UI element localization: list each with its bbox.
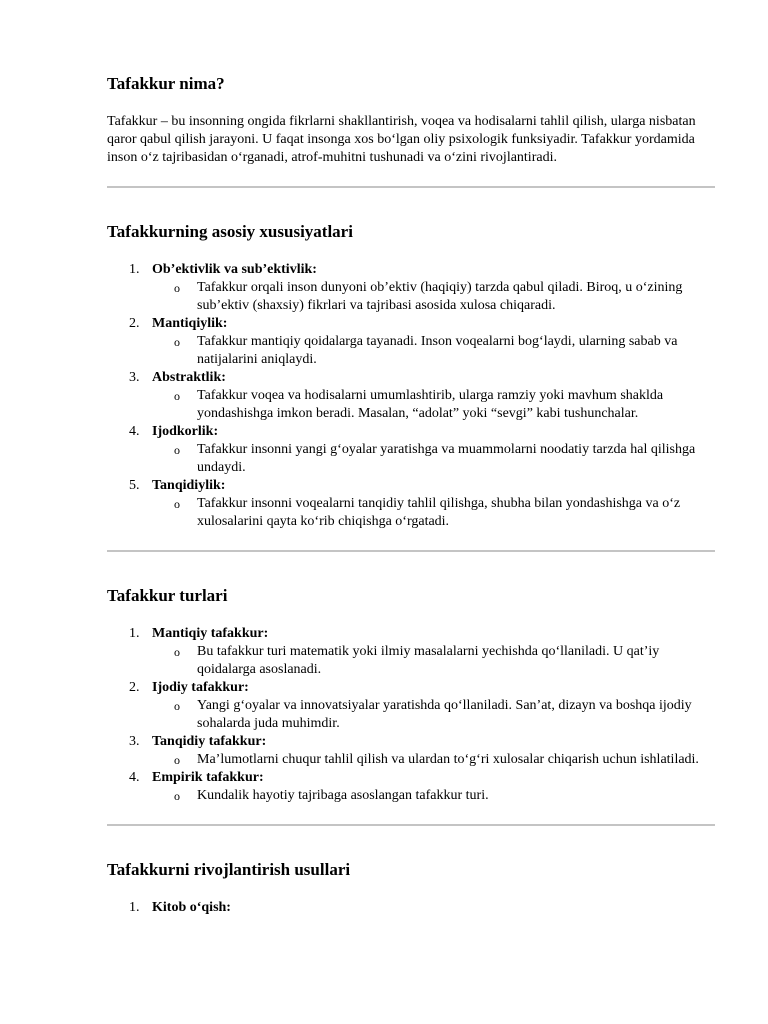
sub-list: [152, 279, 715, 315]
list-term: Empirik tafakkur:: [152, 770, 264, 785]
section-paragraph: Tafakkur – bu insonning ongida fikrlarni shakllantirish, voqea va hodisalarni tahlil qilish, ularga nisbatan qaror qabul qilish jarayoni. U faqat insonga xos bo‘lgan oliy psixologik funksiyadir. Tafakkur yordamida inson o‘z tajribasidan o‘rganadi, atrof-muhitni tushunadi va o‘zini rivojlantiradi.: [107, 114, 696, 165]
sub-item-text: Tafakkur mantiqiy qoidalarga tayanadi. Inson voqealarni bog‘laydi, ularning sabab va natijalarini aniqlaydi.: [197, 334, 678, 367]
document-content: [107, 74, 715, 917]
list-term: Kitob o‘qish:: [152, 900, 231, 915]
sub-list-item: [152, 751, 715, 769]
list-number: 1.: [129, 262, 140, 277]
sub-item-text: Kundalik hayotiy tajribaga asoslangan tafakkur turi.: [197, 788, 489, 803]
bullet-icon: o: [174, 645, 180, 659]
list-term: Ijodkorlik:: [152, 424, 219, 439]
sub-list: [152, 333, 715, 369]
section-divider: [107, 824, 715, 826]
bullet-icon: o: [174, 699, 180, 713]
sub-list: [152, 643, 715, 679]
list-term: Tanqidiylik:: [152, 478, 226, 493]
list-number: 1.: [129, 900, 140, 915]
list-term: Tanqidiy tafakkur:: [152, 734, 267, 749]
numbered-list: [107, 625, 715, 805]
numbered-list: [107, 899, 715, 917]
sub-list: [152, 697, 715, 733]
sub-item-text: Ma’lumotlarni chuqur tahlil qilish va ulardan to‘g‘ri xulosalar chiqarish uchun ishlatiladi.: [197, 752, 699, 767]
sub-item-text: Tafakkur insonni yangi g‘oyalar yaratishga va muammolarni noodatiy tarzda hal qilishga undaydi.: [197, 442, 696, 475]
sub-item-text: Yangi g‘oyalar va innovatsiyalar yaratishda qo‘llaniladi. San’at, dizayn va boshqa ijodiy sohalarda juda muhimdir.: [197, 698, 692, 731]
section-heading: Tafakkurning asosiy xususiyatlari: [107, 222, 353, 241]
sub-list-item: [152, 495, 715, 531]
sub-item-text: Tafakkur insonni voqealarni tanqidiy tahlil qilishga, shubha bilan yondashishga va o‘z xulosalarini qayta ko‘rib chiqishga o‘rgatadi.: [197, 496, 681, 529]
section-divider: [107, 186, 715, 188]
sub-list-item: [152, 697, 715, 733]
list-item: [107, 261, 715, 315]
sub-item-text: Tafakkur voqea va hodisalarni umumlashtirib, ularga ramziy yoki mavhum shaklda yondashishga imkon beradi. Masalan, “adolat” yoki “sevgi” kabi tushunchalar.: [197, 388, 664, 421]
bullet-icon: o: [174, 443, 180, 457]
list-number: 4.: [129, 424, 140, 439]
bullet-icon: o: [174, 281, 180, 295]
section-heading: Tafakkur nima?: [107, 74, 225, 93]
sub-list-item: [152, 279, 715, 315]
section-development-methods: [107, 860, 715, 917]
section-thinking-types: [107, 586, 715, 805]
list-number: 4.: [129, 770, 140, 785]
sub-list-item: [152, 643, 715, 679]
bullet-icon: o: [174, 335, 180, 349]
sub-list: [152, 387, 715, 423]
sub-list: [152, 787, 715, 805]
bullet-icon: o: [174, 497, 180, 511]
list-item: [107, 477, 715, 531]
list-item: [107, 315, 715, 369]
list-item: [107, 769, 715, 805]
sub-list-item: [152, 441, 715, 477]
section-what-is-thinking: [107, 74, 715, 167]
list-item: [107, 369, 715, 423]
numbered-list: [107, 261, 715, 531]
list-item: [107, 733, 715, 769]
sub-list: [152, 751, 715, 769]
list-item: [107, 423, 715, 477]
list-item: [107, 899, 715, 917]
sub-list: [152, 441, 715, 477]
list-number: 3.: [129, 370, 140, 385]
section-heading: Tafakkur turlari: [107, 586, 228, 605]
list-term: Mantiqiy tafakkur:: [152, 626, 269, 641]
list-term: Ob’ektivlik va sub’ektivlik:: [152, 262, 317, 277]
bullet-icon: o: [174, 789, 180, 803]
bullet-icon: o: [174, 753, 180, 767]
sub-list-item: [152, 387, 715, 423]
list-number: 2.: [129, 680, 140, 695]
list-item: [107, 679, 715, 733]
sub-list-item: [152, 333, 715, 369]
sub-item-text: Tafakkur orqali inson dunyoni ob’ektiv (haqiqiy) tarzda qabul qiladi. Biroq, u o‘zining sub’ektiv (shaxsiy) fikrlari va tajribasi asosida xulosa chiqaradi.: [197, 280, 683, 313]
sub-list: [152, 495, 715, 531]
list-term: Ijodiy tafakkur:: [152, 680, 249, 695]
list-term: Abstraktlik:: [152, 370, 226, 385]
list-item: [107, 625, 715, 679]
sub-item-text: Bu tafakkur turi matematik yoki ilmiy masalalarni yechishda qo‘llaniladi. U qat’iy qoidalarga asoslanadi.: [197, 644, 660, 677]
sub-list-item: [152, 787, 715, 805]
section-heading: Tafakkurni rivojlantirish usullari: [107, 860, 351, 879]
bullet-icon: o: [174, 389, 180, 403]
list-number: 1.: [129, 626, 140, 641]
list-term: Mantiqiylik:: [152, 316, 228, 331]
section-divider: [107, 550, 715, 552]
list-number: 5.: [129, 478, 140, 493]
list-number: 2.: [129, 316, 140, 331]
list-number: 3.: [129, 734, 140, 749]
section-main-properties: [107, 222, 715, 531]
